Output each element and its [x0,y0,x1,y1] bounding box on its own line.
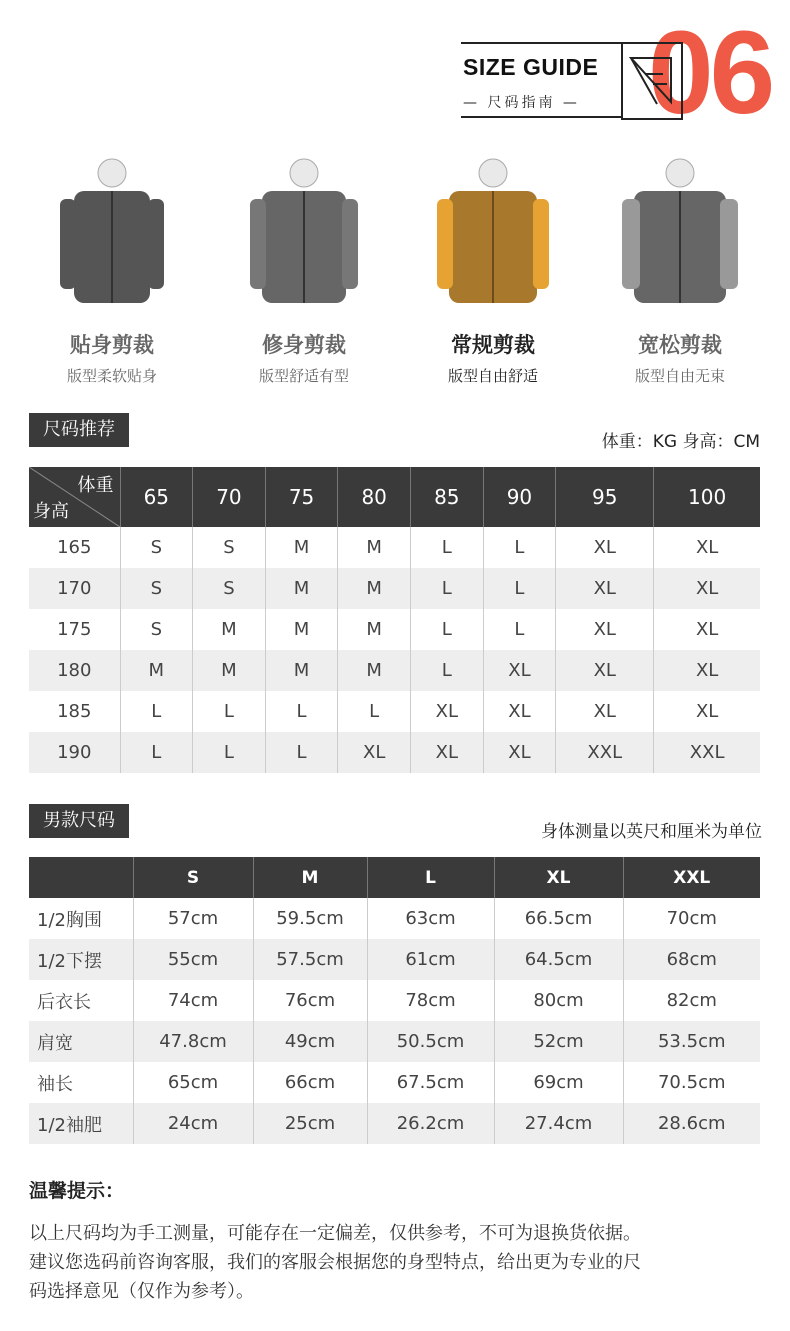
size-cell: L [483,527,556,568]
ruler-icon-frame [621,42,683,120]
size-cell: S [193,568,266,609]
tips-line: 码选择意见（仅作为参考）。 [29,1281,254,1302]
tips-body [29,1219,769,1306]
corner-cell [29,467,120,527]
size-cell: L [120,691,193,732]
measure-value: 66cm [253,1062,367,1103]
measure-value: 70.5cm [657,1072,726,1093]
size-cell: XL [695,537,719,558]
size-cell: L [411,650,484,691]
header-subtitle: — 尺码指南 — [463,95,580,111]
ruler-icon [623,44,681,118]
measure-value: 69cm [494,1062,623,1103]
jacket-figure-icon [52,155,172,315]
size-cell: XL [483,691,556,732]
height-cell: 190 [29,732,120,773]
weight-header: 70 [193,467,266,527]
measure-value: 57.5cm [253,939,367,980]
size-header: S [133,857,253,898]
jacket-figure-icon [620,155,740,315]
fit-option-slim [22,155,202,386]
size-cell: L [483,609,556,650]
measure-value: 47.8cm [133,1021,253,1062]
measure-value: 78cm [367,980,494,1021]
measure-value: 24cm [133,1103,253,1144]
size-cell: XL [556,568,654,609]
measure-value: 80cm [494,980,623,1021]
fit-option-loose [590,155,770,386]
measure-value: 82cm [666,990,717,1011]
size-cell: L [265,732,338,773]
height-cell: 165 [29,527,120,568]
corner-weight: 体重 [77,475,114,496]
size-cell: XL [411,732,484,773]
measure-value: 64.5cm [494,939,623,980]
table-row [29,732,760,773]
size-cell: M [338,609,411,650]
measure-name: 1/2袖肥 [29,1103,133,1144]
table-row [29,609,760,650]
measure-value: 63cm [367,898,494,939]
weight-header: 80 [338,467,411,527]
measure-name: 肩宽 [29,1021,133,1062]
size-cell: L [411,568,484,609]
table-row [29,1103,760,1144]
size-cell: XL [654,568,760,609]
weight-header: 95 [556,467,654,527]
size-cell: L [193,732,266,773]
measure-name: 后衣长 [29,980,133,1021]
recommend-units: 体重：KG 身高：CM [601,432,760,452]
jacket-figure-icon [244,155,364,315]
measure-value: 74cm [133,980,253,1021]
measure-name: 袖长 [29,1062,133,1103]
recommend-label: 尺码推荐 [29,413,129,447]
table-row [29,1062,760,1103]
table-row [29,691,760,732]
size-cell: XL [556,691,654,732]
measure-value: 68cm [623,939,760,980]
table-row [29,898,760,939]
size-cell: L [265,691,338,732]
size-cell: XL [556,527,654,568]
measure-name: 1/2胸围 [29,898,133,939]
table-row [29,1021,760,1062]
corner-cell [29,857,133,898]
table-header-row [29,857,760,898]
size-cell: S [120,527,193,568]
corner-height: 身高 [33,501,69,522]
measure-value: 25cm [253,1103,367,1144]
size-cell: XL [654,650,760,691]
size-cell: M [120,650,193,691]
size-header: M [253,857,367,898]
fit-option-regular [403,155,583,386]
size-cell: L [483,568,556,609]
tips-title: 温馨提示： [29,1180,125,1202]
size-cell: M [338,527,411,568]
size-cell: S [193,527,266,568]
table-row [29,980,760,1021]
height-cell: 180 [29,650,120,691]
mens-size-table [29,857,760,1144]
size-cell: M [265,568,338,609]
size-cell: S [120,609,193,650]
measure-value: 27.4cm [494,1103,623,1144]
size-cell: XL [556,609,654,650]
table-row [29,568,760,609]
measure-value: 66.5cm [494,898,623,939]
measure-value: 61cm [367,939,494,980]
size-recommend-table [29,467,760,773]
fit-name: 贴身剪裁 [70,333,154,357]
measure-value: 26.2cm [367,1103,494,1144]
size-cell: L [411,609,484,650]
size-cell: L [411,527,484,568]
height-cell: 170 [29,568,120,609]
size-cell: M [338,650,411,691]
size-cell: XL [556,650,654,691]
size-cell: M [193,609,266,650]
tips-line: 以上尺码均为手工测量，可能存在一定偏差，仅供参考，不可为退换货依据。 [29,1223,641,1244]
measure-value: 65cm [133,1062,253,1103]
size-cell: S [120,568,193,609]
size-cell: M [265,650,338,691]
size-cell: XXL [556,732,654,773]
fit-desc: 版型柔软贴身 [66,367,157,385]
weight-header: 85 [411,467,484,527]
weight-header: 75 [265,467,338,527]
size-header: XL [494,857,623,898]
table-row [29,650,760,691]
size-cell: XL [695,701,719,722]
size-cell: M [338,568,411,609]
fit-desc: 版型自由舒适 [447,367,538,385]
measure-value: 49cm [253,1021,367,1062]
fit-desc: 版型舒适有型 [258,367,349,385]
table-row [29,527,760,568]
jacket-figure-icon [433,155,553,315]
height-cell: 175 [29,609,120,650]
fit-option-fitted [214,155,394,386]
weight-header: 65 [120,467,193,527]
size-cell: L [193,691,266,732]
size-cell: L [338,691,411,732]
size-cell: XL [483,650,556,691]
height-cell: 185 [29,691,120,732]
size-cell: XL [411,691,484,732]
size-cell: M [193,650,266,691]
measure-value: 67.5cm [367,1062,494,1103]
size-header: XXL [623,857,760,898]
measure-value: 59.5cm [253,898,367,939]
size-cell: XL [338,732,411,773]
measure-value: 28.6cm [623,1103,760,1144]
measure-value: 53.5cm [623,1021,760,1062]
measure-name: 1/2下摆 [29,939,133,980]
size-cell: M [265,527,338,568]
measure-value: 50.5cm [367,1021,494,1062]
size-cell: XL [695,619,719,640]
measure-value: 76cm [253,980,367,1021]
mens-label: 男款尺码 [29,804,129,838]
size-cell: L [120,732,193,773]
size-header: L [367,857,494,898]
weight-header: 100 [654,467,760,527]
measure-value: 57cm [133,898,253,939]
table-header-row [29,467,760,527]
measure-value: 55cm [133,939,253,980]
section-number: 06 [648,7,772,139]
table-row [29,939,760,980]
weight-header: 90 [483,467,556,527]
mens-units: 身体测量以英尺和厘米为单位 [541,822,762,842]
fit-name: 常规剪裁 [451,333,535,357]
measure-value: 52cm [494,1021,623,1062]
fit-desc: 版型自由无束 [634,367,725,385]
size-cell: XL [483,732,556,773]
size-cell: M [265,609,338,650]
size-cell: XXL [654,732,760,773]
measure-value: 70cm [666,908,717,929]
fit-name: 修身剪裁 [262,333,346,357]
tips-line: 建议您选码前咨询客服，我们的客服会根据您的身型特点，给出更为专业的尺 [29,1252,641,1273]
fit-name: 宽松剪裁 [638,333,722,357]
header-title: SIZE GUIDE [463,54,599,80]
